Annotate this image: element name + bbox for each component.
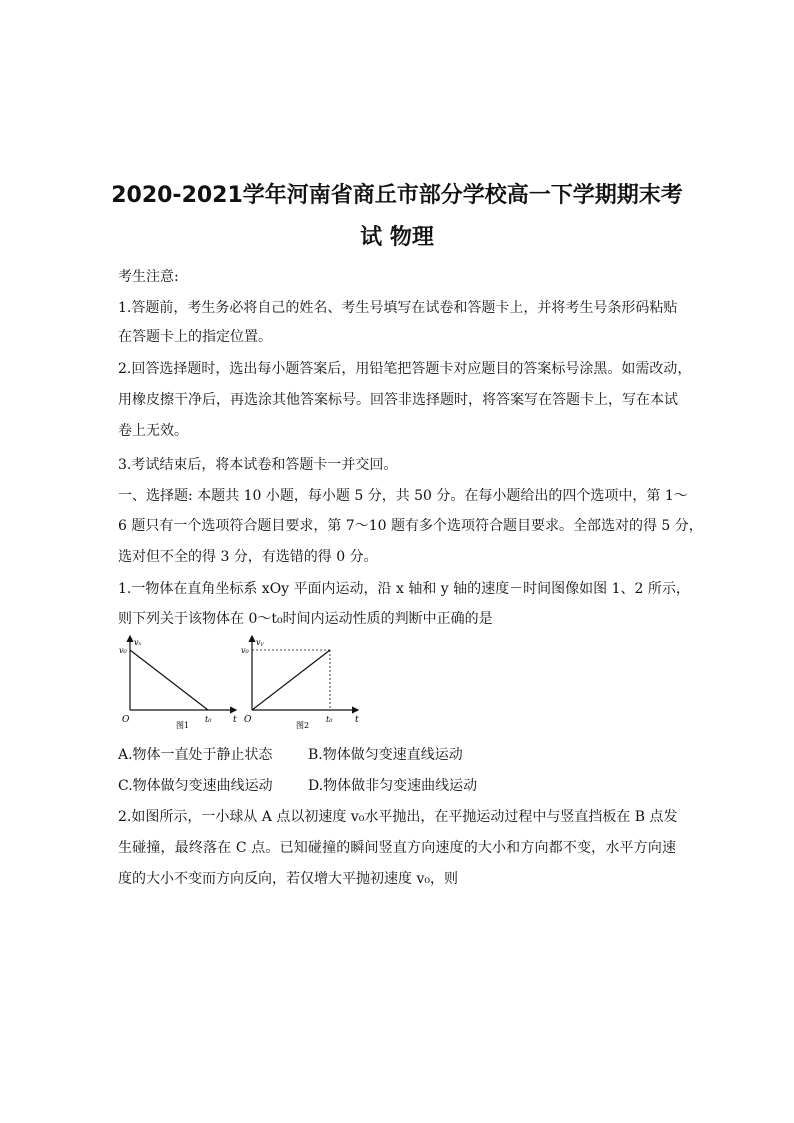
fig1-v0-label: v₀ xyxy=(119,646,127,655)
fig2-v0-label: v₀ xyxy=(241,646,249,655)
q2-line2: 生碰撞，最终落在 C 点。已知碰撞的瞬间竖直方向速度的大小和方向都不变，水平方向速 xyxy=(118,840,676,856)
fig1-t-label: t xyxy=(233,715,237,725)
fig2-vaxis-label: vᵧ xyxy=(256,638,264,647)
notice-item1-line1: 1.答题前，考生务必将自己的姓名、考生号填写在试卷和答题卡上，并将考生号条形码粘贴 xyxy=(118,300,678,316)
q1-option-d: D.物体做非匀变速曲线运动 xyxy=(308,778,478,794)
notice-heading: 考生注意: xyxy=(118,269,179,285)
fig1-vaxis-label: vₓ xyxy=(134,638,142,647)
fig2-caption: 图2 xyxy=(296,721,310,730)
notice-item2-line2: 用橡皮擦干净后，再选涂其他答案标号。回答非选择题时，将答案写在答题卡上，写在本试 xyxy=(118,392,678,408)
q1-stem-line1: 1.一物体在直角坐标系 xOy 平面内运动，沿 x 轴和 y 轴的速度－时间图像如图 1、2 所示， xyxy=(118,581,690,597)
fig2-origin-label: O xyxy=(244,715,252,725)
notice-item2-line1: 2.回答选择题时，选出每小题答案后，用铅笔把答题卡对应题目的答案标号涂黑。如需改动， xyxy=(118,361,692,377)
notice-item2-line3: 卷上无效。 xyxy=(118,423,188,439)
fig1-velocity-line xyxy=(130,650,208,710)
q1-option-a: A.物体一直处于静止状态 xyxy=(118,747,273,763)
section1-line1: 一、选择题: 本题共 10 小题，每小题 5 分，共 50 分。在每小题给出的四个选项中，第 1～ xyxy=(118,488,688,504)
notice-item3: 3.考试结束后，将本试卷和答题卡一并交回。 xyxy=(118,457,398,473)
fig1-caption: 图1 xyxy=(176,721,190,730)
q2-line1: 2.如图所示，一小球从 A 点以初速度 v₀水平抛出，在平抛运动过程中与竖直挡板在 B 点发 xyxy=(118,809,678,825)
notice-item1-line2: 在答题卡上的指定位置。 xyxy=(118,329,272,345)
fig2-velocity-line xyxy=(252,650,330,710)
q2-line3: 度的大小不变而方向反向，若仅增大平抛初速度 v₀，则 xyxy=(118,871,458,887)
fig2-t-label: t xyxy=(355,715,359,725)
exam-title-line1: 2020-2021学年河南省商丘市部分学校高一下学期期末考 xyxy=(111,183,683,208)
figure-1 xyxy=(119,636,237,730)
fig2-t0-label: t₀ xyxy=(326,715,333,724)
q1-figures xyxy=(118,632,378,732)
section1-line3: 选对但不全的得 3 分，有选错的得 0 分。 xyxy=(118,549,378,565)
q1-option-b: B.物体做匀变速直线运动 xyxy=(308,747,463,763)
exam-title-line2: 试 物理 xyxy=(360,225,434,250)
fig1-origin-label: O xyxy=(122,715,130,725)
section1-line2: 6 题只有一个选项符合题目要求，第 7～10 题有多个选项符合题目要求。全部选对的得 5 分， xyxy=(118,518,703,534)
q1-stem-line2: 则下列关于该物体在 0～t₀时间内运动性质的判断中正确的是 xyxy=(118,611,493,627)
figure-2 xyxy=(241,636,359,730)
q1-option-c: C.物体做匀变速曲线运动 xyxy=(118,778,273,794)
fig1-t0-label: t₀ xyxy=(205,715,212,724)
